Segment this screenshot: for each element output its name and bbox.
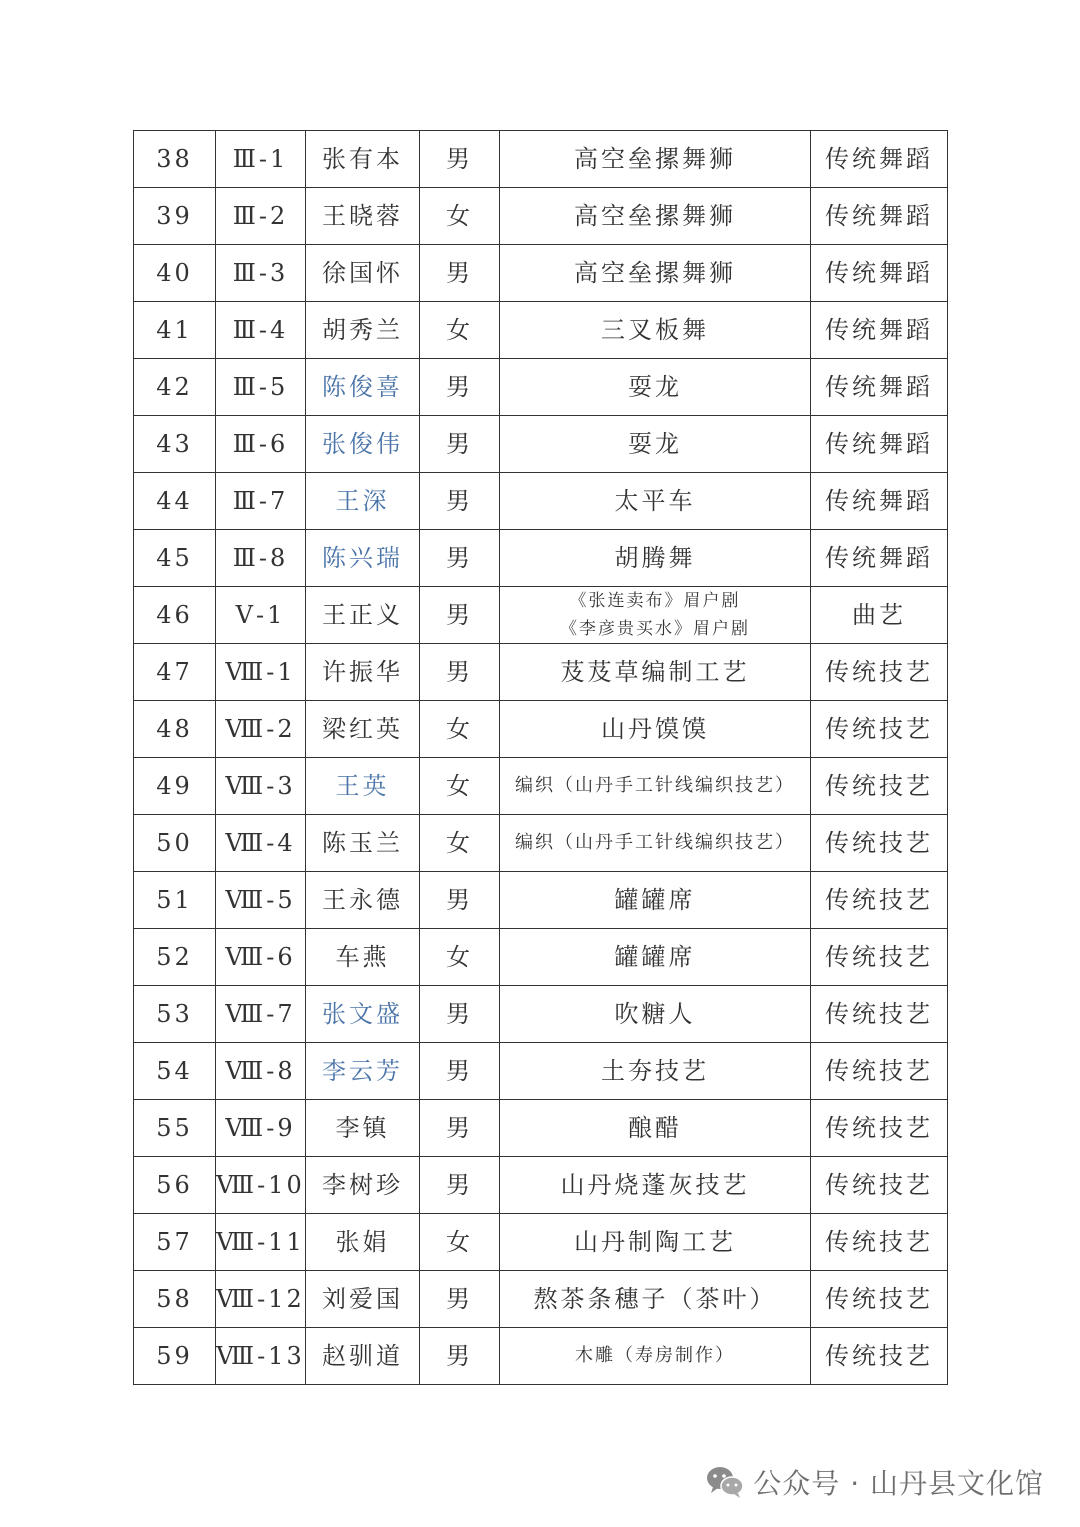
category-cell: 传统技艺 xyxy=(811,929,948,986)
project-name-line: 《张连卖布》眉户剧 xyxy=(569,591,741,611)
inheritor-name-cell: 许振华 xyxy=(306,644,420,701)
gender-cell: 男 xyxy=(420,416,500,473)
table-row xyxy=(134,245,948,302)
inheritor-name-cell: 车燕 xyxy=(306,929,420,986)
gender-cell: 男 xyxy=(420,1271,500,1328)
gender-cell: 男 xyxy=(420,1328,500,1385)
project-code-cell: Ⅴ-1 xyxy=(216,587,306,644)
row-number-cell: 57 xyxy=(134,1214,216,1271)
watermark xyxy=(705,1462,1044,1502)
watermark-text: 公众号 · 山丹县文化馆 xyxy=(753,1467,1044,1500)
gender-cell: 男 xyxy=(420,644,500,701)
row-number-cell: 52 xyxy=(134,929,216,986)
table-row xyxy=(134,758,948,815)
project-code-cell: Ⅷ-13 xyxy=(216,1328,306,1385)
row-number-cell: 45 xyxy=(134,530,216,587)
row-number-cell: 51 xyxy=(134,872,216,929)
project-name-cell: 编织（山丹手工针线编织技艺） xyxy=(500,815,811,872)
table-row xyxy=(134,302,948,359)
gender-cell: 女 xyxy=(420,701,500,758)
project-name-cell: 太平车 xyxy=(500,473,811,530)
project-name-cell: 三叉板舞 xyxy=(500,302,811,359)
project-code-cell: Ⅲ-8 xyxy=(216,530,306,587)
project-name-cell: 编织（山丹手工针线编织技艺） xyxy=(500,758,811,815)
table-row xyxy=(134,587,948,644)
row-number-cell: 43 xyxy=(134,416,216,473)
project-code-cell: Ⅷ-3 xyxy=(216,758,306,815)
inheritor-name-cell: 张俊伟 xyxy=(306,416,420,473)
project-name-cell: 山丹制陶工艺 xyxy=(500,1214,811,1271)
inheritor-name-cell: 李树珍 xyxy=(306,1157,420,1214)
category-cell: 传统技艺 xyxy=(811,1271,948,1328)
row-number-cell: 46 xyxy=(134,587,216,644)
table-row xyxy=(134,815,948,872)
table-row xyxy=(134,1271,948,1328)
row-number-cell: 41 xyxy=(134,302,216,359)
table-body xyxy=(134,131,948,1385)
row-number-cell: 39 xyxy=(134,188,216,245)
table-row xyxy=(134,1043,948,1100)
category-cell: 曲艺 xyxy=(811,587,948,644)
table-row xyxy=(134,1214,948,1271)
inheritor-name-cell: 徐国怀 xyxy=(306,245,420,302)
gender-cell: 女 xyxy=(420,1214,500,1271)
project-name-cell: 耍龙 xyxy=(500,359,811,416)
category-cell: 传统技艺 xyxy=(811,644,948,701)
project-name-cell: 山丹烧蓬灰技艺 xyxy=(500,1157,811,1214)
inheritor-name-cell: 王正义 xyxy=(306,587,420,644)
project-code-cell: Ⅲ-5 xyxy=(216,359,306,416)
table-row xyxy=(134,473,948,530)
row-number-cell: 44 xyxy=(134,473,216,530)
project-code-cell: Ⅲ-7 xyxy=(216,473,306,530)
inheritor-name-cell: 陈玉兰 xyxy=(306,815,420,872)
project-code-cell: Ⅷ-1 xyxy=(216,644,306,701)
inheritor-name-cell: 王晓蓉 xyxy=(306,188,420,245)
row-number-cell: 56 xyxy=(134,1157,216,1214)
row-number-cell: 49 xyxy=(134,758,216,815)
inheritor-name-cell: 王英 xyxy=(306,758,420,815)
gender-cell: 女 xyxy=(420,188,500,245)
project-code-cell: Ⅲ-4 xyxy=(216,302,306,359)
row-number-cell: 48 xyxy=(134,701,216,758)
project-name-cell: 木雕（寿房制作） xyxy=(500,1328,811,1385)
inheritor-name-cell: 王深 xyxy=(306,473,420,530)
project-name-cell: 土夯技艺 xyxy=(500,1043,811,1100)
gender-cell: 男 xyxy=(420,1100,500,1157)
project-name-cell: 罐罐席 xyxy=(500,872,811,929)
project-code-cell: Ⅷ-5 xyxy=(216,872,306,929)
inheritor-name-cell: 刘爱国 xyxy=(306,1271,420,1328)
table-row xyxy=(134,1100,948,1157)
project-name-cell: 熬茶条穗子（茶叶） xyxy=(500,1271,811,1328)
gender-cell: 男 xyxy=(420,587,500,644)
table-row xyxy=(134,701,948,758)
inheritor-name-cell: 胡秀兰 xyxy=(306,302,420,359)
project-name-cell: 山丹馍馍 xyxy=(500,701,811,758)
project-code-cell: Ⅷ-8 xyxy=(216,1043,306,1100)
gender-cell: 男 xyxy=(420,473,500,530)
category-cell: 传统舞蹈 xyxy=(811,245,948,302)
row-number-cell: 53 xyxy=(134,986,216,1043)
table-row xyxy=(134,1328,948,1385)
table-row xyxy=(134,131,948,188)
project-code-cell: Ⅷ-9 xyxy=(216,1100,306,1157)
category-cell: 传统技艺 xyxy=(811,986,948,1043)
table-row xyxy=(134,530,948,587)
project-code-cell: Ⅷ-11 xyxy=(216,1214,306,1271)
project-code-cell: Ⅷ-4 xyxy=(216,815,306,872)
category-cell: 传统技艺 xyxy=(811,1157,948,1214)
category-cell: 传统技艺 xyxy=(811,872,948,929)
gender-cell: 女 xyxy=(420,302,500,359)
category-cell: 传统技艺 xyxy=(811,815,948,872)
project-code-cell: Ⅲ-2 xyxy=(216,188,306,245)
row-number-cell: 47 xyxy=(134,644,216,701)
gender-cell: 男 xyxy=(420,1043,500,1100)
table-row xyxy=(134,929,948,986)
inheritor-name-cell: 赵驯道 xyxy=(306,1328,420,1385)
project-name-cell: 耍龙 xyxy=(500,416,811,473)
table-row xyxy=(134,986,948,1043)
gender-cell: 男 xyxy=(420,872,500,929)
project-code-cell: Ⅷ-6 xyxy=(216,929,306,986)
category-cell: 传统技艺 xyxy=(811,1100,948,1157)
category-cell: 传统技艺 xyxy=(811,758,948,815)
inheritor-name-cell: 张娟 xyxy=(306,1214,420,1271)
inheritor-name-cell: 张文盛 xyxy=(306,986,420,1043)
gender-cell: 男 xyxy=(420,986,500,1043)
row-number-cell: 58 xyxy=(134,1271,216,1328)
project-code-cell: Ⅲ-3 xyxy=(216,245,306,302)
category-cell: 传统舞蹈 xyxy=(811,530,948,587)
inheritor-name-cell: 李云芳 xyxy=(306,1043,420,1100)
table-row xyxy=(134,644,948,701)
project-name-cell: 高空垒摞舞狮 xyxy=(500,245,811,302)
category-cell: 传统舞蹈 xyxy=(811,302,948,359)
inheritor-table xyxy=(133,130,948,1385)
inheritor-name-cell: 王永德 xyxy=(306,872,420,929)
table-row xyxy=(134,359,948,416)
project-name-cell: 芨芨草编制工艺 xyxy=(500,644,811,701)
project-name-cell: 吹糖人 xyxy=(500,986,811,1043)
project-name-line: 《李彦贵买水》眉户剧 xyxy=(560,619,750,639)
row-number-cell: 59 xyxy=(134,1328,216,1385)
project-code-cell: Ⅷ-7 xyxy=(216,986,306,1043)
category-cell: 传统舞蹈 xyxy=(811,188,948,245)
table-row xyxy=(134,416,948,473)
inheritor-name-cell: 张有本 xyxy=(306,131,420,188)
category-cell: 传统技艺 xyxy=(811,1214,948,1271)
row-number-cell: 54 xyxy=(134,1043,216,1100)
project-name-cell: 高空垒摞舞狮 xyxy=(500,131,811,188)
gender-cell: 女 xyxy=(420,815,500,872)
gender-cell: 男 xyxy=(420,530,500,587)
category-cell: 传统舞蹈 xyxy=(811,359,948,416)
inheritor-name-cell: 梁红英 xyxy=(306,701,420,758)
project-name-cell xyxy=(500,587,811,644)
project-code-cell: Ⅷ-10 xyxy=(216,1157,306,1214)
project-code-cell: Ⅲ-1 xyxy=(216,131,306,188)
table-row xyxy=(134,1157,948,1214)
row-number-cell: 55 xyxy=(134,1100,216,1157)
category-cell: 传统技艺 xyxy=(811,1328,948,1385)
gender-cell: 男 xyxy=(420,1157,500,1214)
gender-cell: 男 xyxy=(420,131,500,188)
table-row xyxy=(134,872,948,929)
project-code-cell: Ⅷ-12 xyxy=(216,1271,306,1328)
inheritor-name-cell: 李镇 xyxy=(306,1100,420,1157)
row-number-cell: 38 xyxy=(134,131,216,188)
row-number-cell: 50 xyxy=(134,815,216,872)
project-name-cell: 高空垒摞舞狮 xyxy=(500,188,811,245)
row-number-cell: 40 xyxy=(134,245,216,302)
inheritor-name-cell: 陈兴瑞 xyxy=(306,530,420,587)
category-cell: 传统舞蹈 xyxy=(811,416,948,473)
wechat-icon xyxy=(705,1465,745,1499)
inheritor-name-cell: 陈俊喜 xyxy=(306,359,420,416)
category-cell: 传统舞蹈 xyxy=(811,131,948,188)
row-number-cell: 42 xyxy=(134,359,216,416)
project-name-cell: 胡腾舞 xyxy=(500,530,811,587)
category-cell: 传统技艺 xyxy=(811,1043,948,1100)
category-cell: 传统技艺 xyxy=(811,701,948,758)
category-cell: 传统舞蹈 xyxy=(811,473,948,530)
gender-cell: 男 xyxy=(420,245,500,302)
gender-cell: 女 xyxy=(420,929,500,986)
table-row xyxy=(134,188,948,245)
project-code-cell: Ⅲ-6 xyxy=(216,416,306,473)
project-name-cell: 酿醋 xyxy=(500,1100,811,1157)
gender-cell: 女 xyxy=(420,758,500,815)
project-name-cell: 罐罐席 xyxy=(500,929,811,986)
gender-cell: 男 xyxy=(420,359,500,416)
project-code-cell: Ⅷ-2 xyxy=(216,701,306,758)
